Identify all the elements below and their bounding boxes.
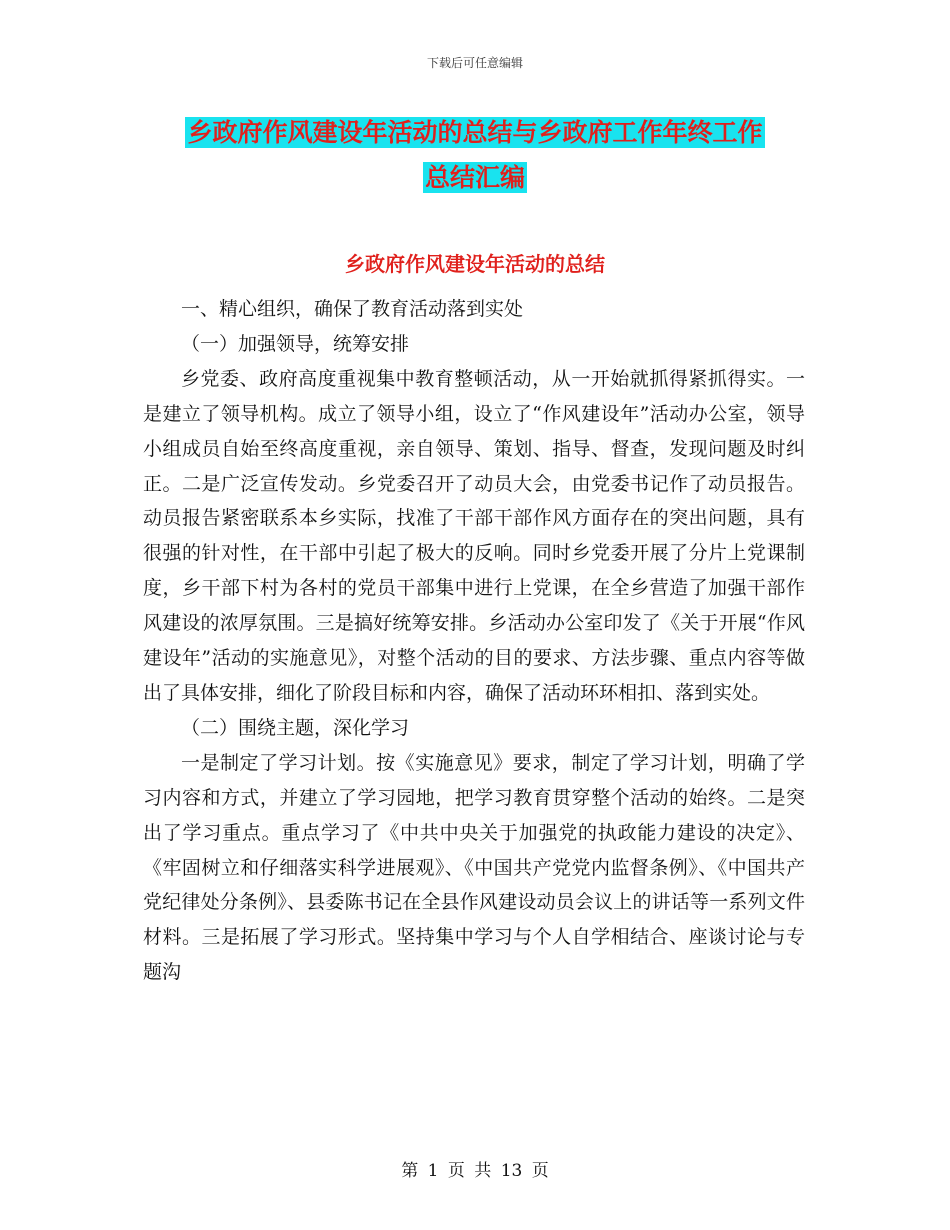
heading-level-1: 一、精心组织，确保了教育活动落到实处 <box>181 298 524 320</box>
section-title: 乡政府作风建设年活动的总结 <box>345 252 605 276</box>
document-title <box>0 110 950 200</box>
heading-level-2: （一）加强领导，统筹安排 <box>181 332 410 355</box>
body-paragraph: 一是制定了学习计划。按《实施意见》要求，制定了学习计划，明确了学习内容和方式，并建立了学习园地，把学习教育贯穿整个活动的始终。二是突出了学习重点。重点学习了《中共中央关于加强党的执政能力建设的决定》、《牢固树立和仔细落实科学进展观》、《中国共产党党内监督条例》、《中国共产党纪律处分条例》、县委陈书记在全县作风建设动员会议上的讲话等一系列文件材料。三是拓展了学习形式。坚持集中学习与个人自学相结合、座谈讨论与专题沟 <box>143 751 805 984</box>
header-note: 下载后可任意编辑 <box>426 56 523 70</box>
heading-level-2: （二）围绕主题，深化学习 <box>181 716 410 739</box>
document-title-line-1: 乡政府作风建设年活动的总结与乡政府工作年终工作 <box>187 118 763 147</box>
page-number-footer: 第 1 页 共 13 页 <box>401 1161 549 1181</box>
document-title-line-2: 总结汇编 <box>424 163 525 192</box>
body-paragraph: 乡党委、政府高度重视集中教育整顿活动，从一开始就抓得紧抓得实。一是建立了领导机构。成立了领导小组，设立了“作风建设年”活动办公室，领导小组成员自始至终高度重视，亲自领导、策划、指导、督查，发现问题及时纠正。二是广泛宣传发动。乡党委召开了动员大会，由党委书记作了动员报告。动员报告紧密联系本乡实际，找准了干部干部作风方面存在的突出问题，具有很强的针对性，在干部中引起了极大的反响。同时乡党委开展了分片上党课制度，乡干部下村为各村的党员干部集中进行上党课，在全乡营造了加强干部作风建设的浓厚氛围。三是搞好统筹安排。乡活动办公室印发了《关于开展“作风建设年”活动的实施意见》，对整个活动的目的要求、方法步骤、重点内容等做出了具体安排，细化了阶段目标和内容，确保了活动环环相扣、落到实处。 <box>143 367 805 704</box>
document-body <box>143 292 805 990</box>
